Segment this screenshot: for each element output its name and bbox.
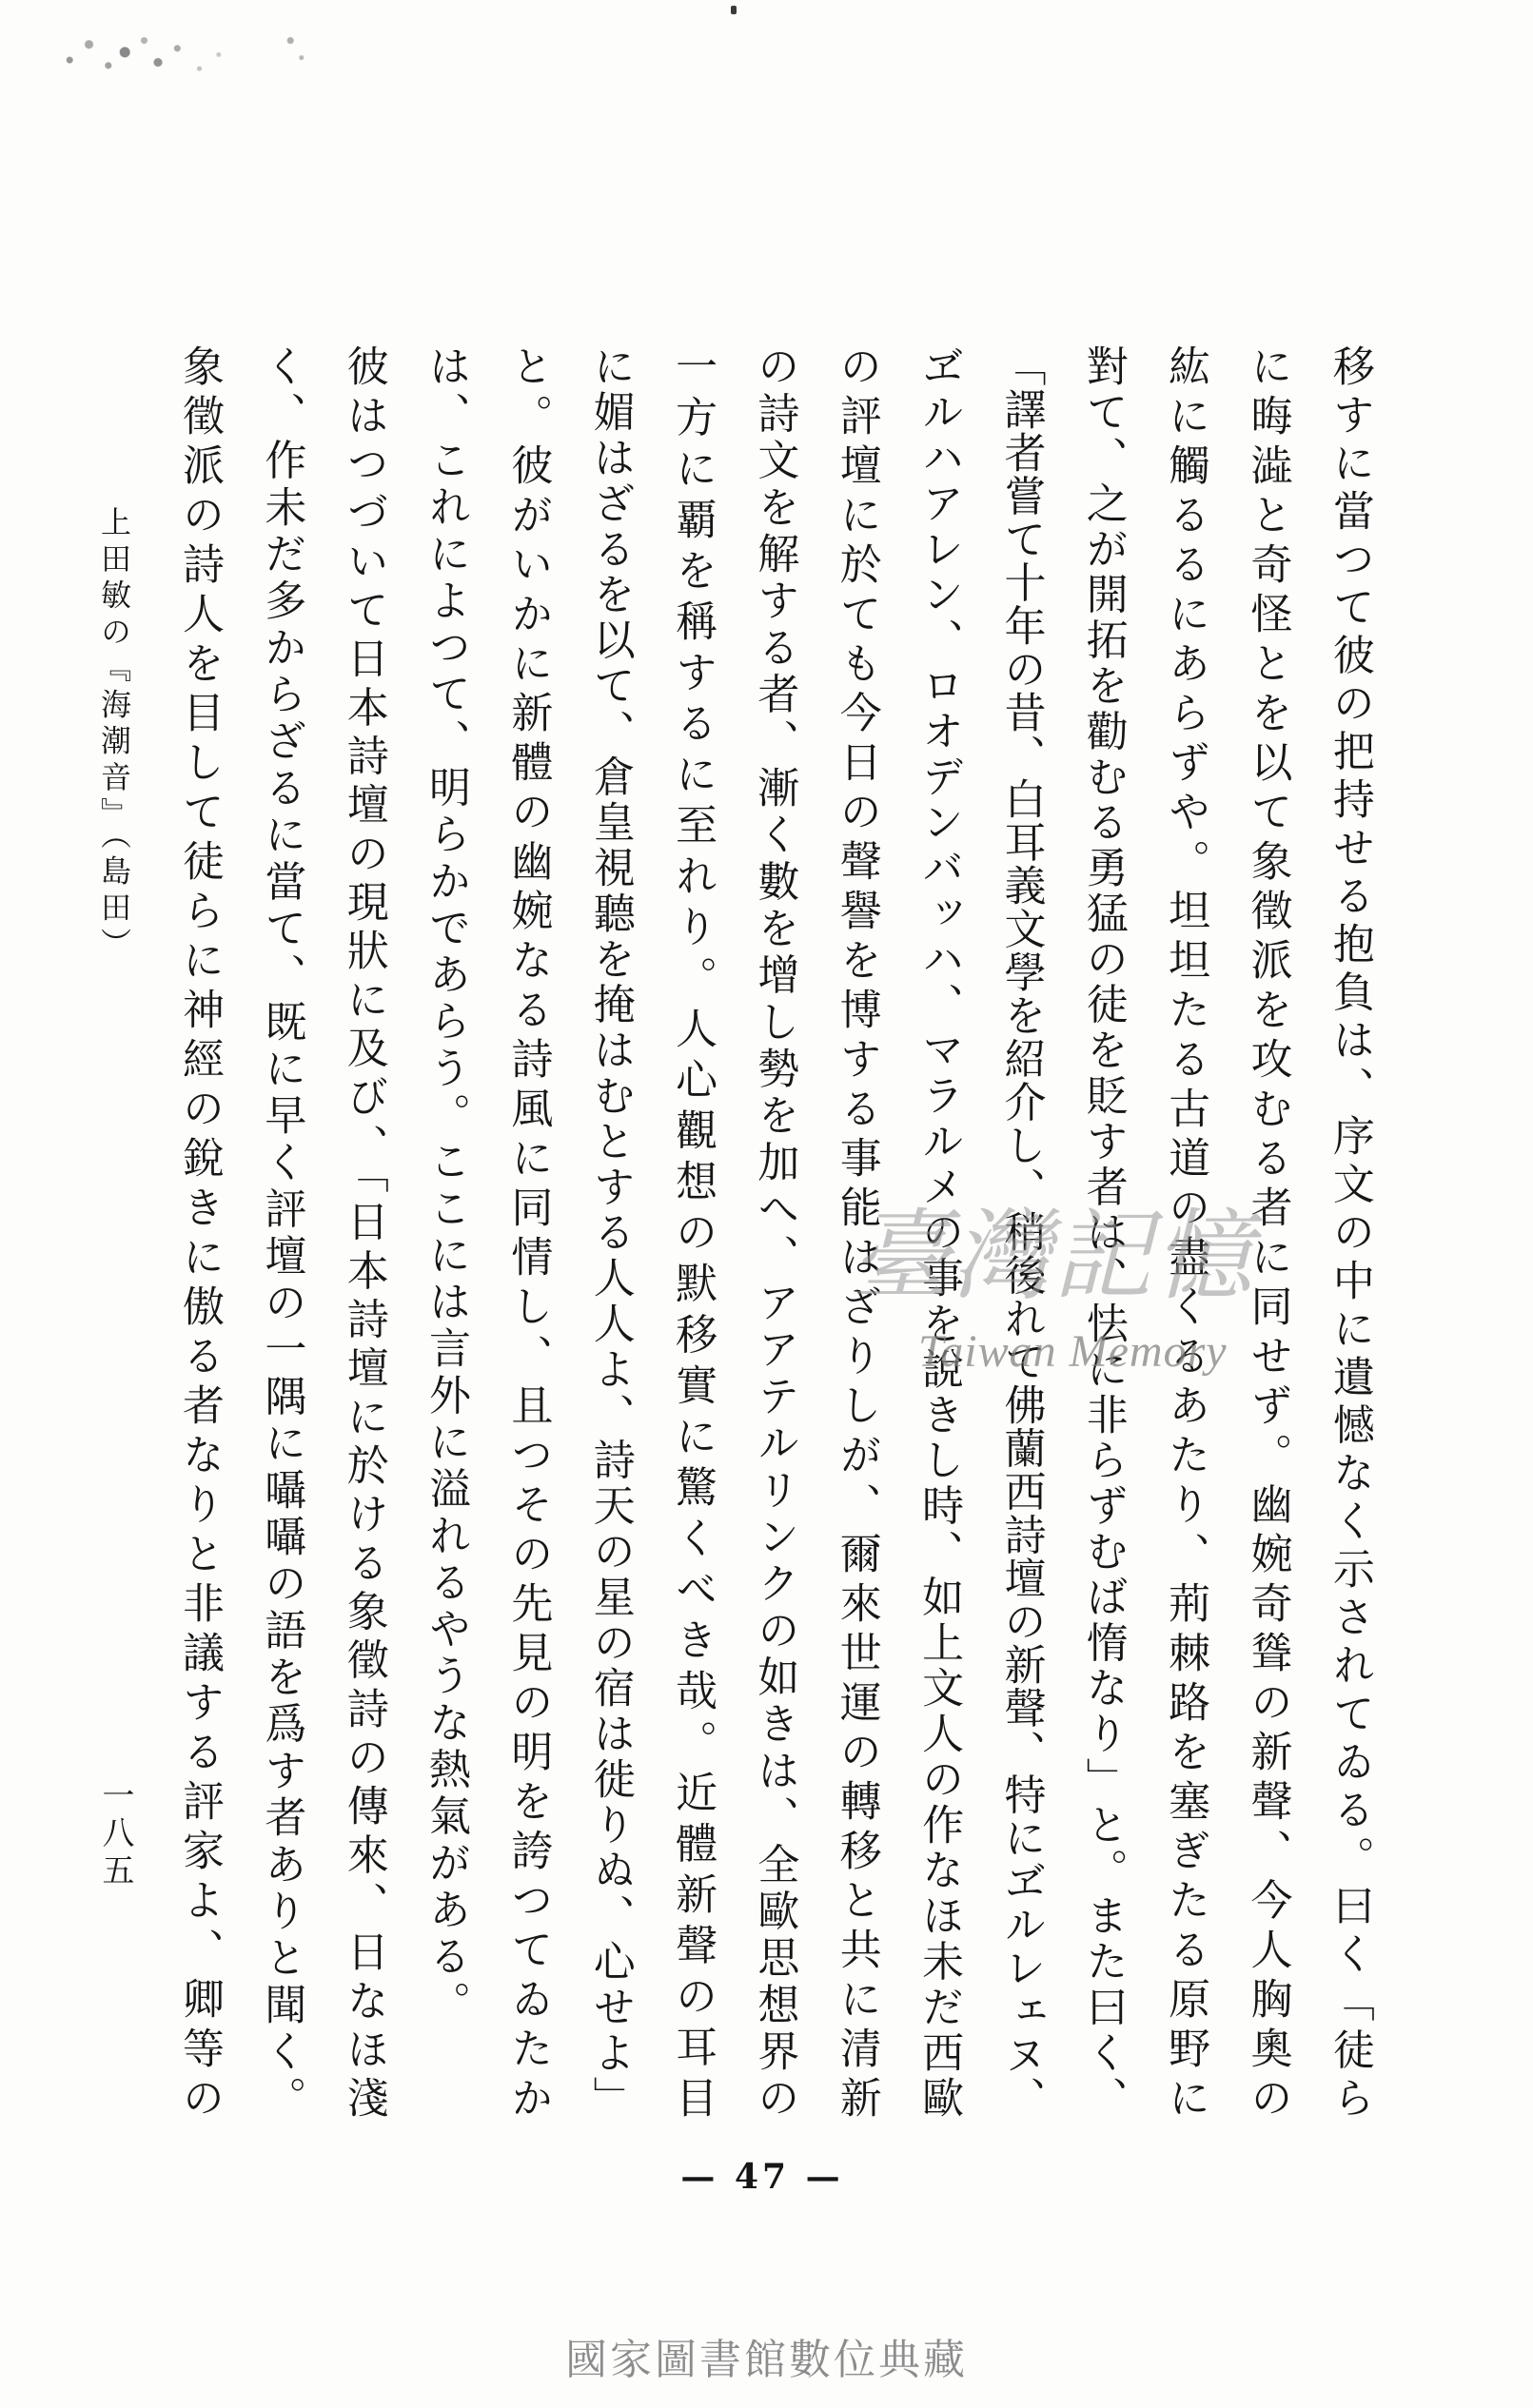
watermark-subtitle: Taiwan Memory: [918, 1326, 1228, 1377]
running-head: 上田敏の『海潮音』（島田）: [96, 506, 132, 958]
watermark-logo: 臺灣記憶: [851, 1198, 1255, 1314]
text-column: に晦澁と奇怪とを以て象徵派を攻むる者に同せず。幽婉奇聳の新聲、今人胸奧の: [1243, 344, 1292, 2118]
text-column: 一方に覇を稱するに至れり。人心觀想の默移實に驚くべき哉。近體新聲の耳目: [668, 344, 717, 2119]
text-column: 移すに當つて彼の把持せる抱負は、序文の中に遺憾なく示されてゐる。曰く「徒ら: [1325, 344, 1374, 2118]
text-column: 象徵派の詩人を目して徒らに神經の銳きに傲る者なりと非議する評家よ、卿等の: [175, 344, 224, 2118]
text-column: は、これによつて、明らかであらう。ここには言外に溢れるやうな熱氣がある。: [422, 344, 471, 2023]
scan-speckle: [48, 17, 324, 95]
text-column: く、作未だ多からざるに當て、既に早く評壇の一隅に囁囁の語を爲す者ありと聞く。: [257, 344, 306, 2119]
scan-mark: [731, 6, 737, 14]
archive-footer: 國家圖書館數位典藏: [565, 2336, 968, 2384]
text-column: 彼はつづいて日本詩壇の現狀に及び、「日本詩壇に於ける象徵詩の傳來、日なほ淺: [339, 344, 388, 2118]
text-column: の詩文を解する者、漸く數を增し勢を加へ、アアテルリンクの如きは、全歐思想界の: [750, 344, 799, 2119]
text-column: 對て、之が開拓を勸むる勇猛の徒を貶す者は、怯に非らずむば惰なり」と。また曰く、: [1078, 344, 1128, 2119]
text-column: 紘に觸るるにあらずや。坦坦たる古道の盡くるあたり、荊棘路を塞ぎたる原野に: [1161, 344, 1210, 2118]
text-column: に媚はざるを以て、倉皇視聽を掩はむとする人人よ、詩天の星の宿は徙りぬ、心せよ」: [585, 344, 635, 2119]
text-column: の評壇に於ても今日の聲譽を博する事能はざりしが、爾來世運の轉移と共に清新: [832, 344, 881, 2118]
text-column: 「譯者嘗て十年の昔、白耳義文學を紹介し、稍後れて佛蘭西詩壇の新聲、特にヹルレェヌ、: [996, 344, 1046, 2118]
page-number-kanji: 一八五: [96, 1778, 134, 1886]
text-column: と。彼がいかに新體の幽婉なる詩風に同情し、且つその先見の明を誇つてゐたか: [503, 344, 553, 2118]
page-number: — 47 —: [680, 2157, 844, 2197]
text-column: ヹルハアレン、ロオデンバッハ、マラルメの事を說きし時、如上文人の作なほ未だ西歐: [914, 344, 964, 2119]
